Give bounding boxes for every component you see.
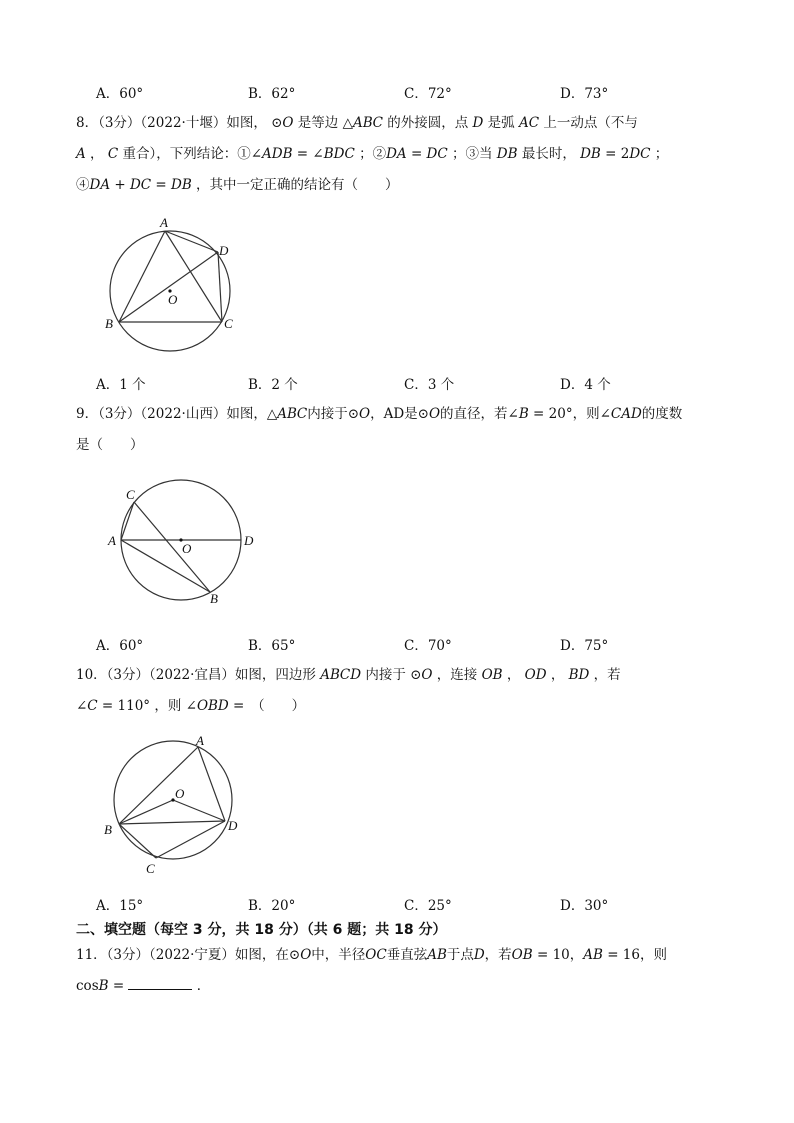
q7-options xyxy=(96,82,736,100)
q10-stem-line-1: 10．（3分）（2022·宜昌）如图，四边形 𝐴𝐵𝐶𝐷 内接于 ⊙𝑂 ，连接 𝑂𝐵 ， 𝑂𝐷 ， 𝐵𝐷 ，若 xyxy=(76,667,621,683)
q9-stem-line-2: 是（ ） xyxy=(76,437,144,453)
q8-stem-line-2: 𝐴 ， 𝐶 重合），下列结论：①∠𝐴𝐷𝐵 = ∠𝐵𝐷𝐶 ；②𝐷𝐴 = 𝐷𝐶 ；③当 𝐷𝐵 最长时， 𝐷𝐵 = 2𝐷𝐶 ； xyxy=(76,146,669,162)
option-d: D．75° xyxy=(560,638,609,654)
point-d-label: D xyxy=(244,533,254,548)
option-c: C．25° xyxy=(404,898,452,914)
answer-blank[interactable] xyxy=(128,977,192,990)
point-o-label: O xyxy=(182,541,192,556)
point-o-label: O xyxy=(175,786,185,801)
option-b: B．65° xyxy=(248,638,296,654)
point-b-label: B xyxy=(210,591,218,606)
q11-stem-line-2 xyxy=(76,977,210,995)
q11-end-mark: ． xyxy=(196,978,211,994)
option-a: A．1 个 xyxy=(96,377,146,393)
option-d: D．4 个 xyxy=(560,377,611,393)
q10-stem-line-2: ∠𝐶 = 110° ，则 ∠𝑂𝐵𝐷 = （ ） xyxy=(76,698,306,714)
point-d-label: D xyxy=(228,818,238,833)
option-a: A．60° xyxy=(96,86,144,102)
point-c-label: C xyxy=(224,316,233,331)
q8-options xyxy=(96,373,736,391)
q10-circle-figure xyxy=(100,730,260,880)
option-c: C．72° xyxy=(404,86,452,102)
option-b: B．20° xyxy=(248,898,296,914)
q9-stem-line-1: 9．（3分）（2022·山西）如图，△𝐴𝐵𝐶内接于⊙𝑂，AD是⊙𝑂的直径，若∠𝐵 = 20°，则∠𝐶𝐴𝐷的度数 xyxy=(76,406,683,422)
point-o-label: O xyxy=(168,292,178,307)
q8-stem-line-3: ④𝐷𝐴 + 𝐷𝐶 = 𝐷𝐵 ，其中一定正确的结论有（ ） xyxy=(76,177,399,193)
point-a-label: A xyxy=(196,733,204,748)
q9-circle-figure xyxy=(100,475,270,615)
q10-options xyxy=(96,894,736,912)
option-a: A．60° xyxy=(96,638,144,654)
point-a-label: A xyxy=(160,215,168,230)
option-d: D．73° xyxy=(560,86,609,102)
option-c: C．70° xyxy=(404,638,452,654)
point-c-label: C xyxy=(146,861,155,876)
q8-circle-figure xyxy=(100,210,250,360)
q9-options xyxy=(96,634,736,652)
option-c: C．3 个 xyxy=(404,377,455,393)
q11-expression: cos𝐵 = xyxy=(76,978,125,994)
option-b: B．62° xyxy=(248,86,296,102)
q8-stem-line-1: 8．（3分）（2022·十堰）如图， ⊙𝑂 是等边 △𝐴𝐵𝐶 的外接圆，点 𝐷 是弧 𝐴𝐶 上一动点（不与 xyxy=(76,115,638,131)
point-c-label: C xyxy=(126,487,135,502)
point-a-label: A xyxy=(108,533,116,548)
section-heading: 二、填空题（每空 3 分，共 18 分）（共 6 题；共 18 分） xyxy=(76,922,447,938)
option-d: D．30° xyxy=(560,898,609,914)
q11-stem-line-1: 11．（3分）（2022·宁夏）如图，在⊙𝑂中，半径𝑂𝐶垂直弦𝐴𝐵于点𝐷，若𝑂𝐵 = 10，𝐴𝐵 = 16，则 xyxy=(76,947,667,963)
point-d-label: D xyxy=(219,243,229,258)
point-b-label: B xyxy=(105,316,113,331)
option-a: A．15° xyxy=(96,898,144,914)
option-b: B．2 个 xyxy=(248,377,298,393)
point-b-label: B xyxy=(104,822,112,837)
